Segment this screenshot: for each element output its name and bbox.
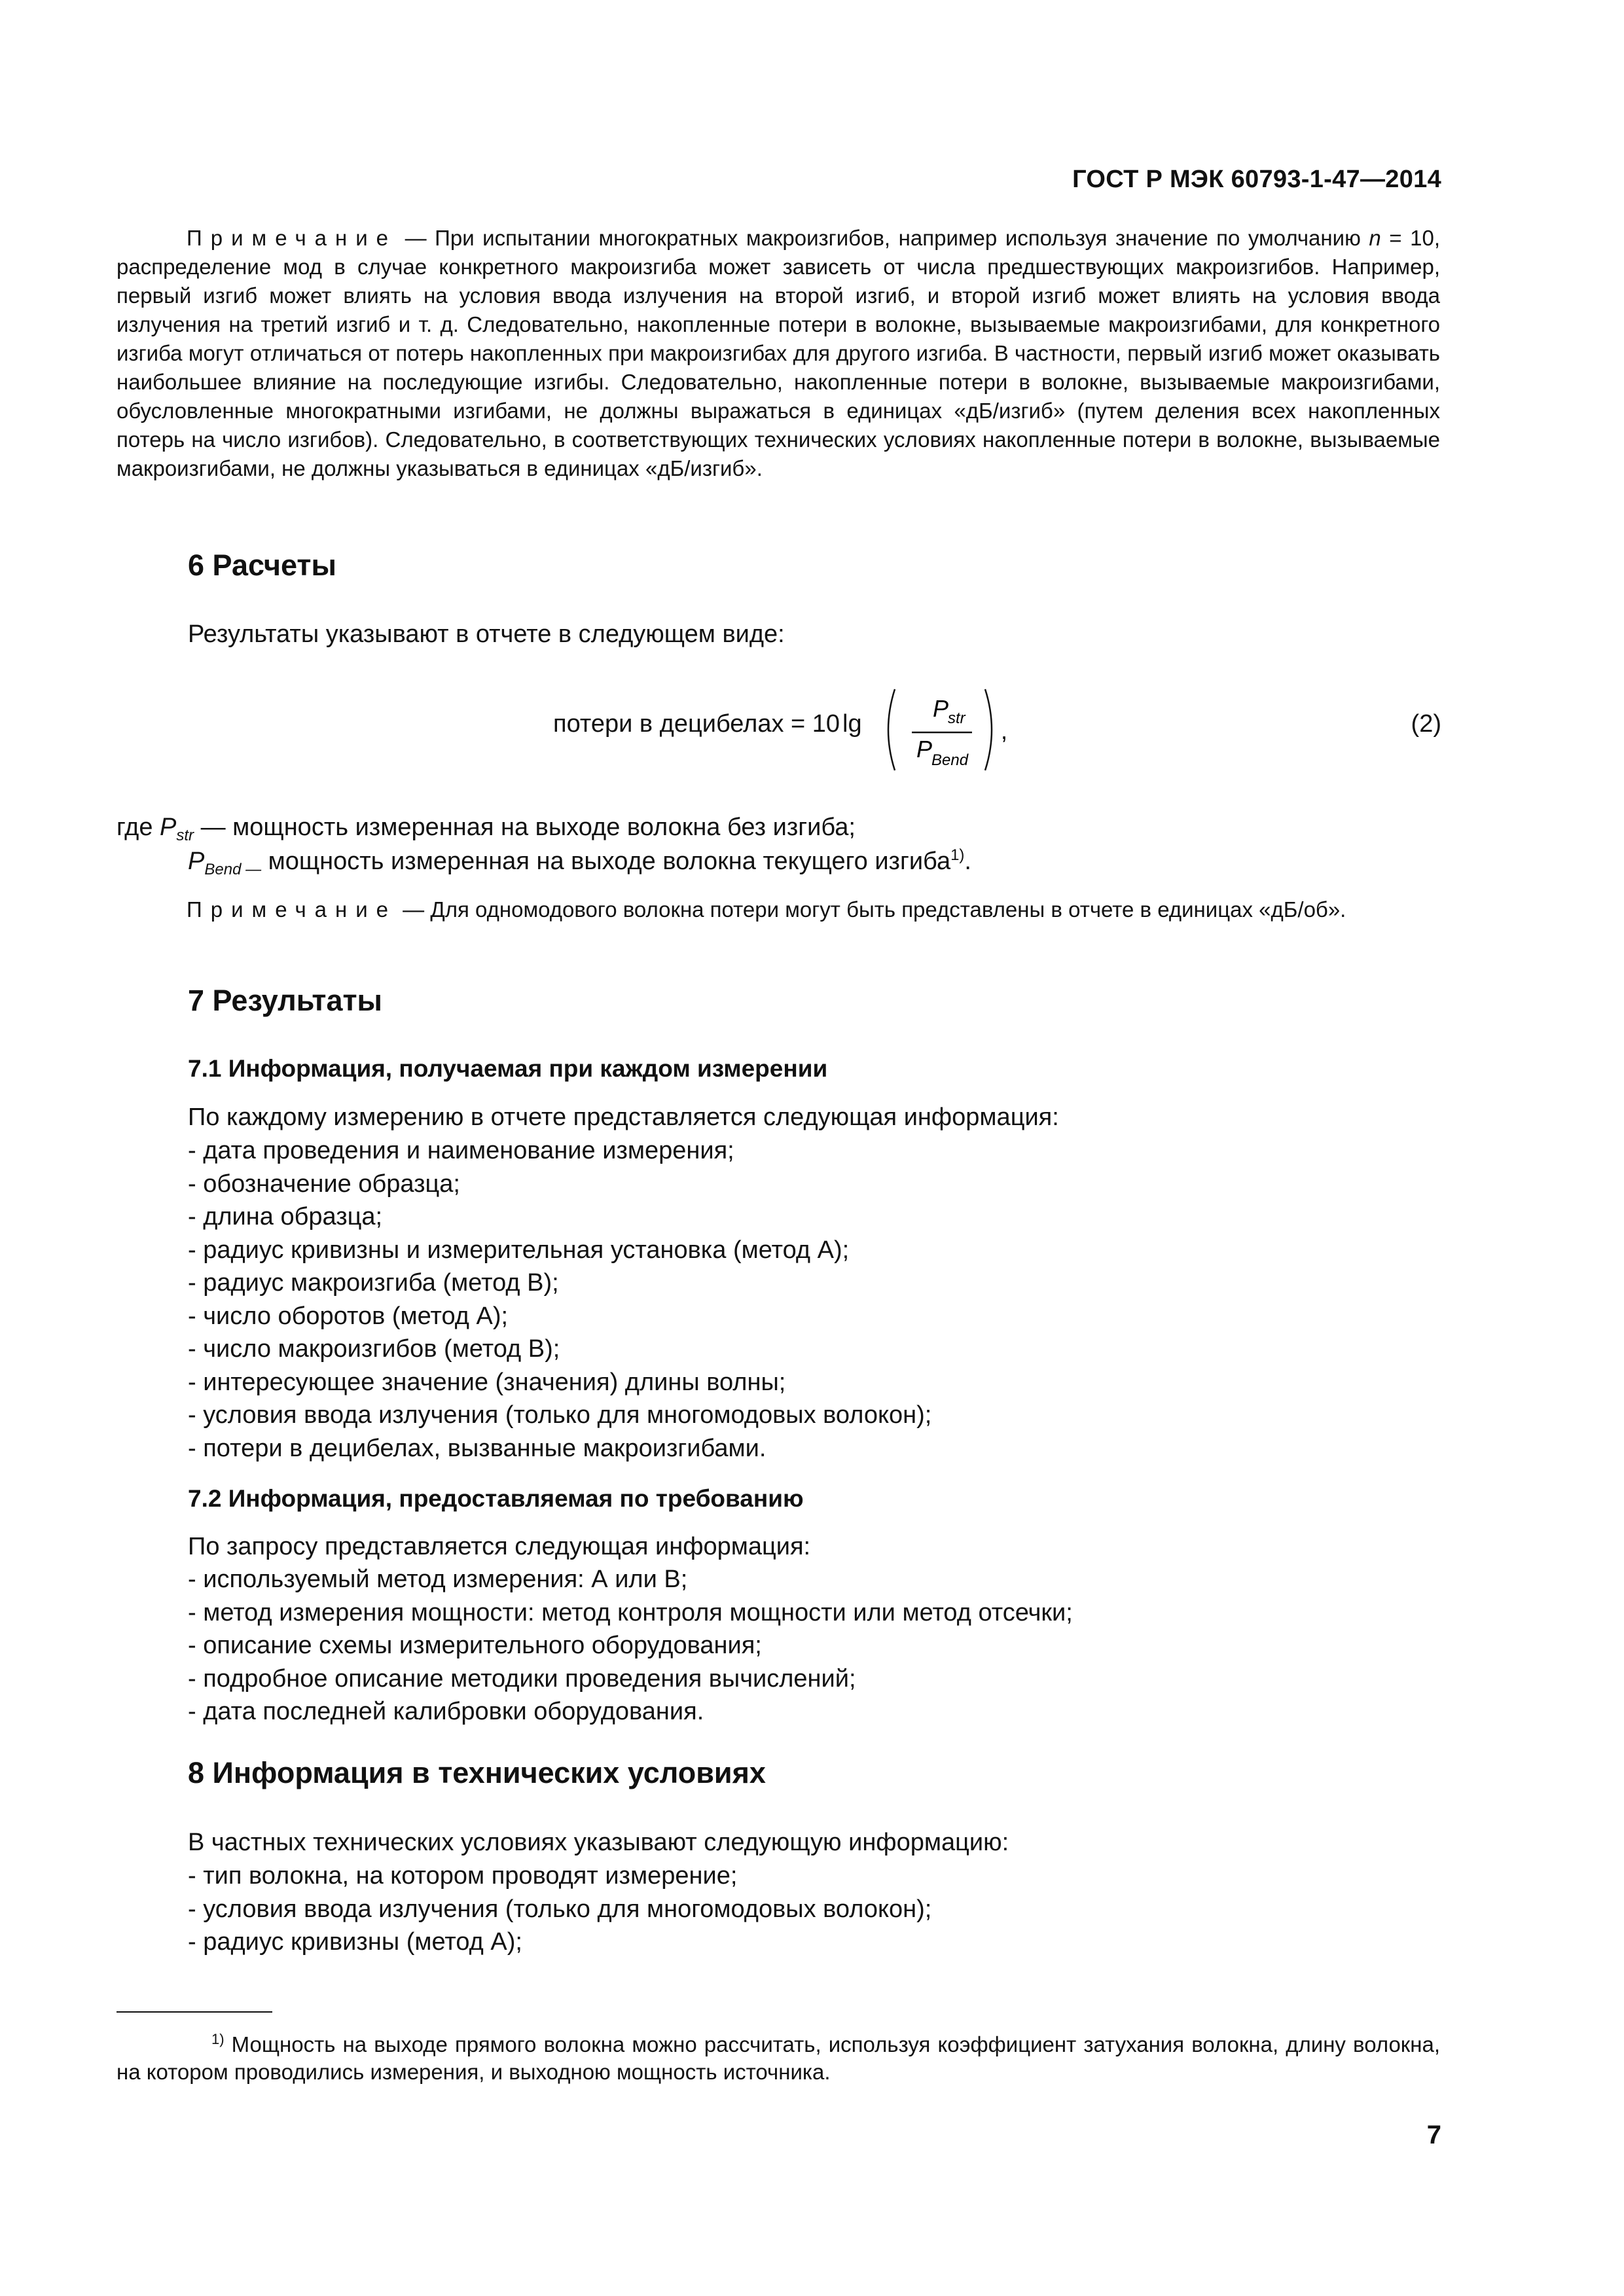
subsection-7-2-heading: 7.2 Информация, предоставляемая по требованию (188, 1485, 804, 1512)
list-item: - потери в децибелах, вызванные макроизгибами. (188, 1434, 767, 1462)
loss-formula: потери в децибелах = 10 lg P str P Bend , (553, 684, 1024, 776)
list-item: - радиус макроизгиба (метод В); (188, 1269, 559, 1297)
list-item: - дата последней калибровки оборудования. (188, 1698, 704, 1725)
denominator-symbol: P (916, 736, 933, 762)
note-label: Примечание (187, 226, 397, 250)
subsection-7-1-intro: По каждому измерению в отчете представляется следующая информация: (188, 1103, 1059, 1131)
note-multiple-bends: Примечание — При испытании многократных макроизгибов, например используя значение по умолчанию n = 10, распределение мод в случае конкретного макроизгиба может зависеть от числа предшествующих макроизгибов. Например, первый изгиб может влиять на условия ввода излучения на второй изгиб, и второй изгиб может влиять на условия ввода излучения на третий изгиб и т. д. Следовательно, накопленные потери в волокне, вызываемые макроизгибами, для конкретного изгиба могут отличаться от потерь накопленных при макроизгибах для другого изгиба. В частности, первый изгиб может оказывать наибольшее влияние на последующие изгибы. Следовательно, накопленные потери в волокне, вызываемые макроизгибами, обусловленные многократными изгибами, не должны выражаться в единицах «дБ/изгиб» (путем деления всех накопленных потерь на число изгибов). Следовательно, в соответствующих технических условиях накопленные потери в волокне, вызываемые макроизгибами, не должны указываться в единицах «дБ/изгиб». (117, 226, 1440, 480)
footnote: $^{1)}$ Мощность на выходе прямого волокна можно рассчитать, используя коэффициент затухания волокна, длину волокна, на котором проводились измерения, и выходною мощность источника. (117, 2031, 1440, 2084)
list-item: - число оборотов (метод А); (188, 1302, 509, 1330)
section-6-intro: Результаты указывают в отчете в следующем виде: (188, 620, 785, 648)
section-8-list (188, 1859, 931, 1959)
denominator-subscript: Bend (931, 751, 969, 769)
footnote-mark: 1) (211, 2031, 225, 2047)
subsection-7-2-intro: По запросу представляется следующая информация: (188, 1533, 811, 1560)
document-code-header: ГОСТ Р МЭК 60793-1-47—2014 (1072, 166, 1441, 193)
subsection-7-2-list (188, 1563, 1073, 1729)
definition-p-str: где $P_{str}$ — мощность измеренная на выходе волокна без изгиба; (117, 814, 856, 844)
numerator-subscript: str (948, 709, 965, 727)
list-item: - подробное описание методики проведения вычислений; (188, 1664, 856, 1693)
footnote-separator (117, 2011, 272, 2013)
note-label: Примечание (187, 897, 397, 922)
section-6-heading: 6 Расчеты (188, 548, 336, 582)
list-item: - радиус кривизны (метод А); (188, 1928, 522, 1956)
definition-p-bend: $P_{Bend —}$ мощность измеренная на выходе волокна текущего изгиба$^{1)}$. (188, 846, 971, 878)
list-item: - радиус кривизны и измерительная установка (метод А); (188, 1236, 850, 1264)
list-item: - дата проведения и наименование измерения; (188, 1137, 734, 1164)
subsection-7-1-list (188, 1134, 931, 1465)
list-item: - тип волокна, на котором проводят измерение; (188, 1862, 738, 1890)
list-item: - обозначение образца; (188, 1170, 460, 1198)
section-8-heading: 8 Информация в технических условиях (188, 1756, 766, 1789)
equation-number: (2) (1411, 710, 1441, 738)
list-item: - используемый метод измерения: А или В; (188, 1566, 688, 1593)
section-8-intro: В частных технических условиях указывают следующую информацию: (188, 1829, 1009, 1856)
numerator-symbol: P (933, 695, 949, 722)
list-item: - длина образца; (188, 1203, 383, 1230)
section-7-heading: 7 Результаты (188, 984, 382, 1017)
list-item: - метод измерения мощности: метод контроля мощности или метод отсечки; (188, 1598, 1073, 1626)
note-single-mode: Примечание — Для одномодового волокна потери могут быть представлены в отчете в единицах «дБ/об». (187, 897, 1346, 922)
list-item: - интересующее значение (значения) длины волны; (188, 1368, 786, 1396)
formula-fraction (880, 684, 1011, 776)
svg-text:,: , (1001, 717, 1008, 744)
list-item: - условия ввода излучения (только для многомодовых волокон); (188, 1401, 932, 1429)
list-item: - описание схемы измерительного оборудования; (188, 1632, 762, 1659)
subsection-7-1-heading: 7.1 Информация, получаемая при каждом измерении (188, 1055, 828, 1082)
list-item: - условия ввода излучения (только для многомодовых волокон); (188, 1895, 932, 1923)
page-number: 7 (1426, 2121, 1441, 2149)
list-item: - число макроизгибов (метод В); (188, 1335, 560, 1363)
